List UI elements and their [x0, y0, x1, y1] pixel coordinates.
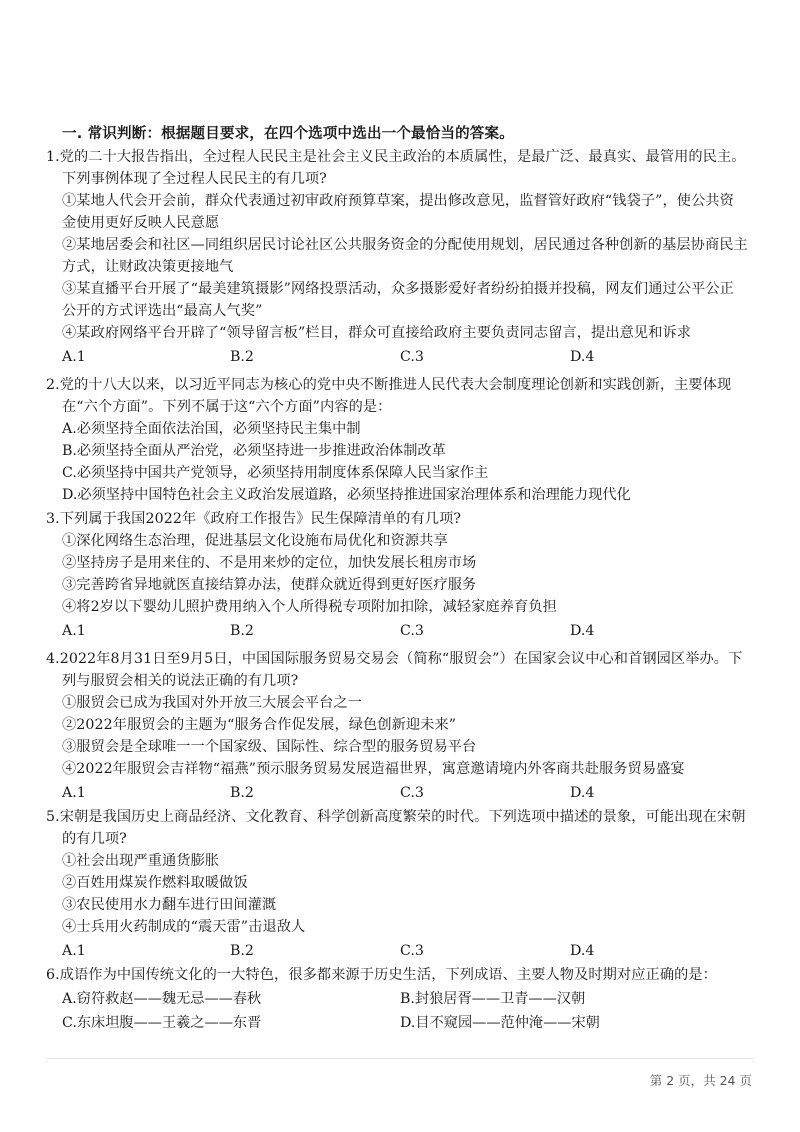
statement-item: ④某政府网络平台开辟了“领导留言板”栏目，群众可直接给政府主要负责同志留言，提出意见和诉求	[62, 325, 692, 341]
question-stem: 5.宋朝是我国历史上商品经济、文化教育、科学创新高度繁荣的时代。下列选项中描述的景象，可能出现在宋朝	[46, 809, 746, 825]
question-stem: 下列事例体现了全过程人民民主的有几项?	[62, 171, 327, 187]
question-stem: 在“六个方面”。下列不属于这“六个方面”内容的是：	[62, 399, 392, 415]
option-d: D.目不窥园——范仲淹——宋朝	[400, 1015, 600, 1031]
option-b: B.2	[230, 785, 254, 801]
option-a: A.1	[62, 785, 86, 801]
option-d: D.4	[570, 943, 595, 959]
question-stem: 3.下列属于我国2022年《政府工作报告》民生保障清单的有几项?	[46, 511, 462, 527]
statement-item: ③服贸会是全球唯一一个国家级、国际性、综合型的服务贸易平台	[62, 739, 477, 755]
question-stem: 2.党的十八大以来，以习近平同志为核心的党中央不断推进人民代表大会制度理论创新和实践创新，主要体现	[46, 377, 732, 393]
option-d: D.4	[570, 785, 595, 801]
question-stem: 6.成语作为中国传统文化的一大特色，很多都来源于历史生活，下列成语、主要人物及时期对应正确的是：	[46, 967, 717, 983]
question-stem: 1.党的二十大报告指出，全过程人民民主是社会主义民主政治的本质属性，是最广泛、最真实、最管用的民主。	[46, 149, 746, 165]
statement-item: 金使用更好反映人民意愿	[62, 215, 220, 231]
statement-item: ④将2岁以下婴幼儿照护费用纳入个人所得税专项附加扣除，减轻家庭养育负担	[62, 599, 557, 615]
option-a: A.1	[62, 349, 86, 365]
option-a: A.1	[62, 623, 86, 639]
option-b: B.2	[230, 623, 254, 639]
question-stem: 4.2022年8月31日至9月5日，中国国际服务贸易交易会（简称“服贸会”）在国家会议中心和首钢园区举办。下	[46, 651, 743, 667]
question-stem: 列与服贸会相关的说法正确的有几项?	[62, 673, 299, 689]
statement-item: ②百姓用煤炭作燃料取暖做饭	[62, 875, 248, 891]
statement-item: ①社会出现严重通货膨胀	[62, 853, 220, 869]
option-c: C.东床坦腹——王羲之——东晋	[62, 1015, 262, 1031]
option-c: C.3	[400, 349, 424, 365]
option-b: B.封狼居胥——卫青——汉朝	[400, 991, 586, 1007]
option-c: C.必须坚持中国共产党领导，必须坚持用制度体系保障人民当家作主	[62, 465, 489, 481]
statement-item: ③某直播平台开展了“最美建筑摄影”网络投票活动，众多摄影爱好者纷纷拍摄并投稿，网友们通过公平公正	[62, 281, 734, 297]
section-title: 一. 常识判断：根据题目要求，在四个选项中选出一个最恰当的答案。	[62, 126, 514, 142]
statement-item: ③农民使用水力翻车进行田间灌溉	[62, 897, 277, 913]
question-stem: 的有几项?	[62, 831, 127, 847]
option-b: B.必须坚持全面从严治党，必须坚持进一步推进政治体制改革	[62, 443, 446, 459]
statement-item: 方式，让财政决策更接地气	[62, 259, 234, 275]
option-a: A.窃符救赵——魏无忌——春秋	[62, 991, 262, 1007]
option-a: A.1	[62, 943, 86, 959]
statement-item: ④2022年服贸会吉祥物“福燕”预示服务贸易发展造福世界，寓意邀请境内外客商共赴服务贸易盛宴	[62, 761, 685, 777]
option-b: B.2	[230, 349, 254, 365]
statement-item: ①服贸会已成为我国对外开放三大展会平台之一	[62, 695, 363, 711]
option-a: A.必须坚持全面依法治国，必须坚持民主集中制	[62, 421, 361, 437]
statement-item: 公开的方式评选出“最高人气奖”	[62, 303, 263, 319]
option-d: D.4	[570, 623, 595, 639]
page-number: 第 2 页，共 24 页	[649, 1073, 752, 1088]
statement-item: ②某地居委会和社区—同组织居民讨论社区公共服务资金的分配使用规划，居民通过各种创新的基层协商民主	[62, 237, 748, 253]
statement-item: ①深化网络生态治理，促进基层文化设施布局优化和资源共享	[62, 533, 448, 549]
statement-item: ②坚持房子是用来住的、不是用来炒的定位，加快发展长租房市场	[62, 555, 477, 571]
statement-item: ④士兵用火药制成的“震天雷”击退敌人	[62, 919, 306, 935]
option-c: C.3	[400, 785, 424, 801]
option-c: C.3	[400, 623, 424, 639]
option-d: D.必须坚持中国特色社会主义政治发展道路，必须坚持推进国家治理体系和治理能力现代化	[62, 487, 631, 503]
option-c: C.3	[400, 943, 424, 959]
statement-item: ①某地人代会开会前，群众代表通过初审政府预算草案，提出修改意见，监督管好政府“钱袋子”，使公共资	[62, 193, 734, 209]
statement-item: ③完善跨省异地就医直接结算办法，使群众就近得到更好医疗服务	[62, 577, 477, 593]
option-d: D.4	[570, 349, 595, 365]
option-b: B.2	[230, 943, 254, 959]
statement-item: ②2022年服贸会的主题为“服务合作促发展，绿色创新迎未来”	[62, 717, 457, 733]
footer-divider	[46, 1058, 754, 1059]
